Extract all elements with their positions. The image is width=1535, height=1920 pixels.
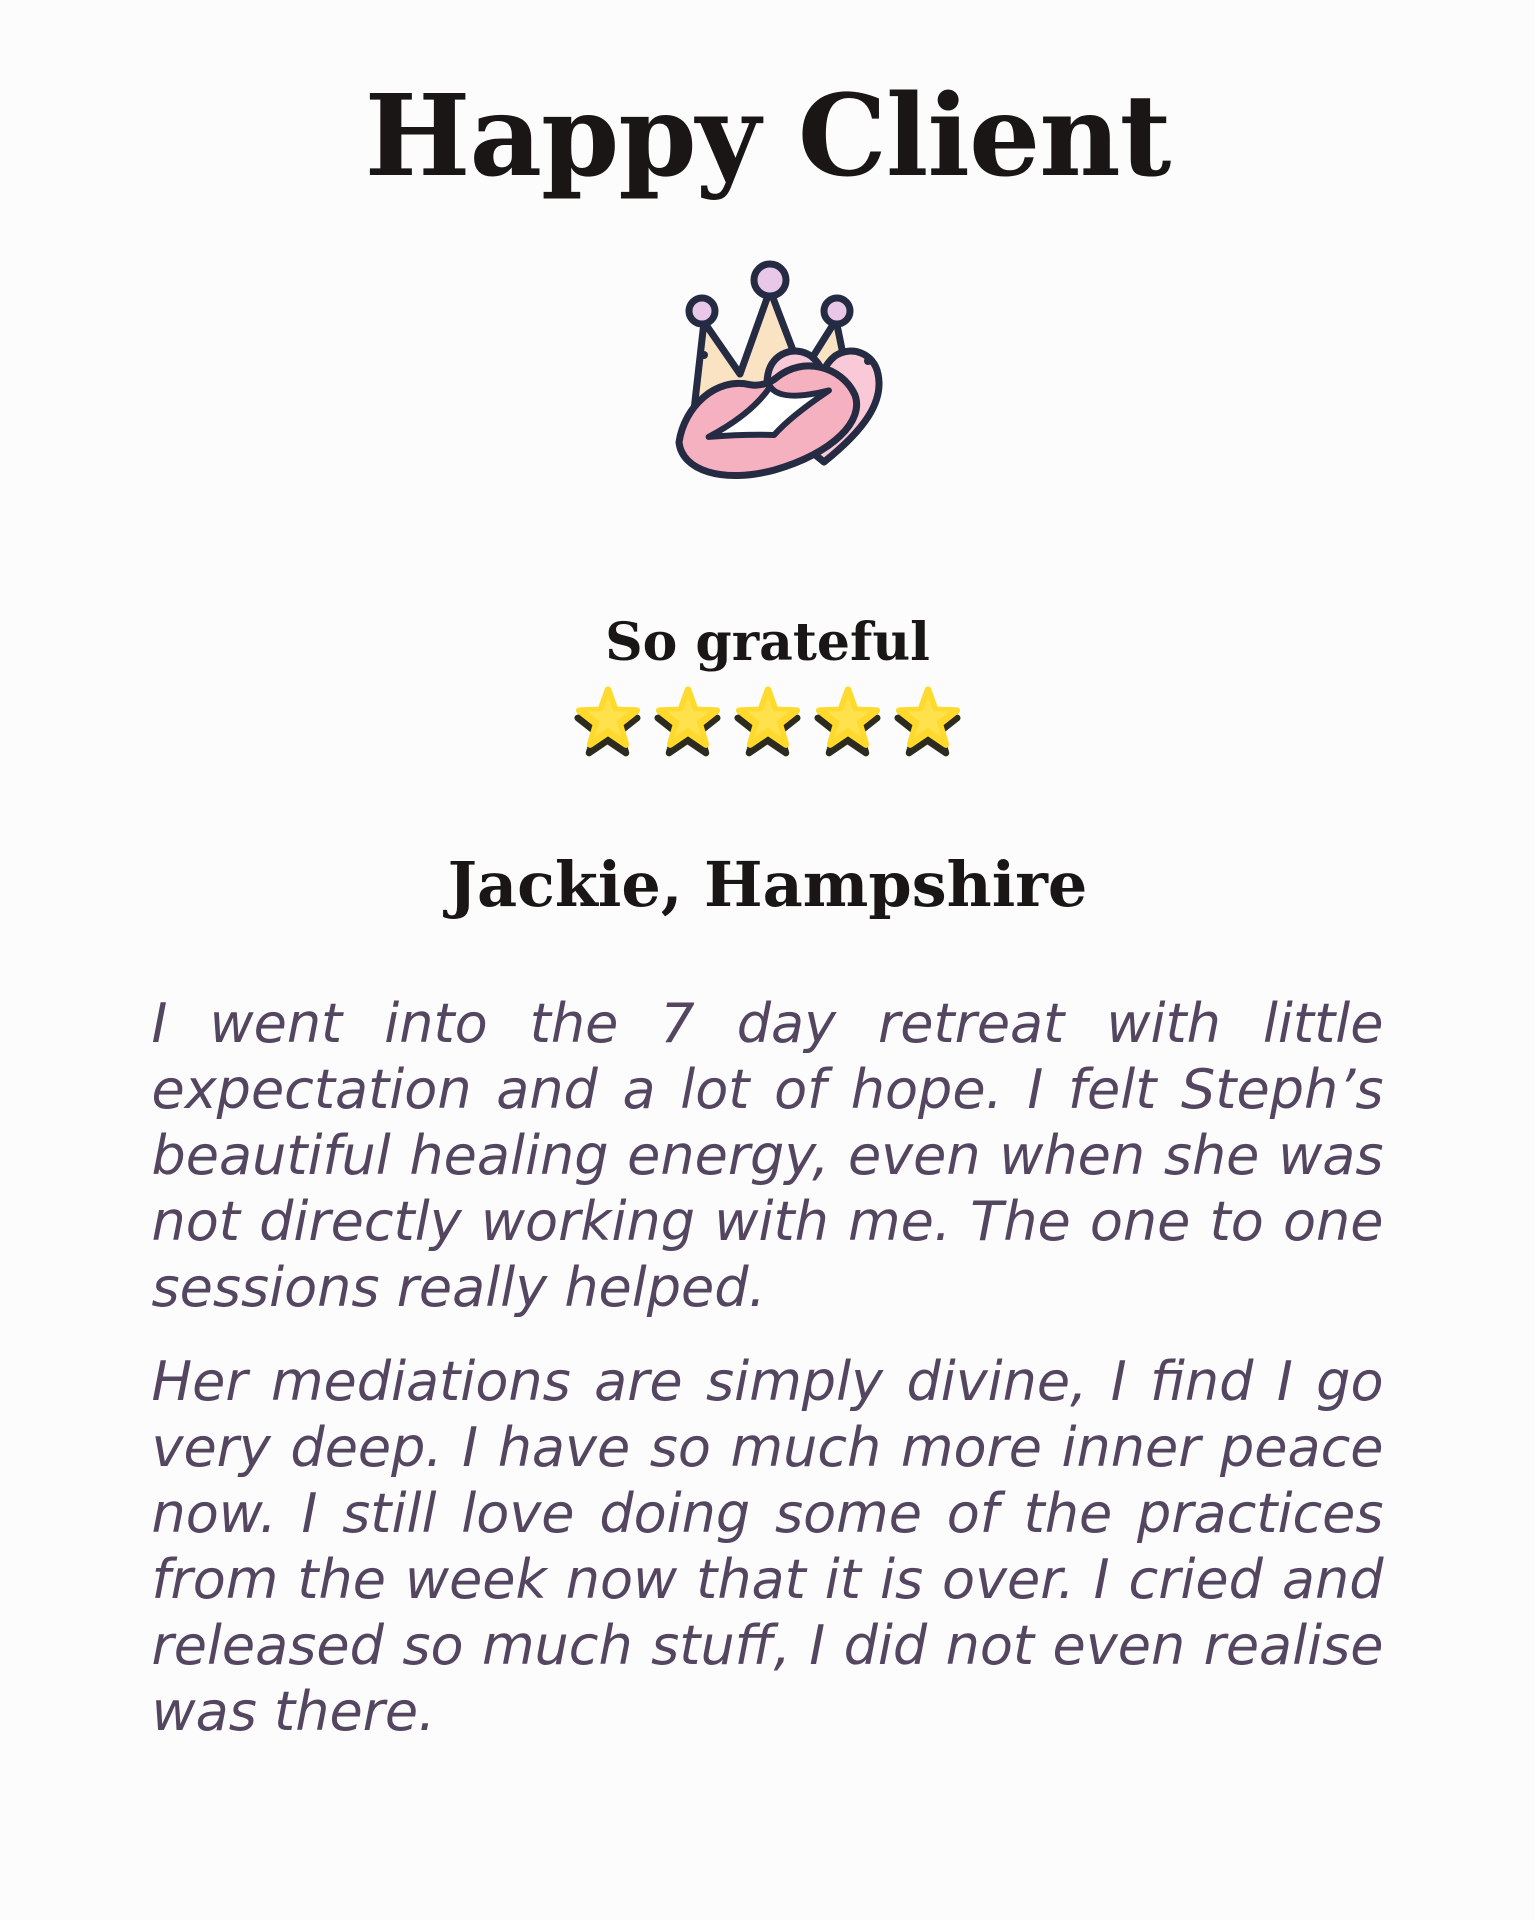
lips-heart-crown-icon [656, 258, 908, 486]
review-headline: So grateful [605, 611, 930, 673]
page-title: Happy Client [364, 71, 1171, 202]
star-icon [889, 681, 967, 759]
star-rating [0, 677, 1535, 763]
star-icon [809, 681, 887, 759]
testimonial-paragraph: Her mediations are simply divine, I find I go very deep. I have so much more inner peace now. I still love doing some of the practices from the week now that it is over. I cried and released so much stuff, I did not even realise was there. [151, 1349, 1384, 1743]
testimonial-body [152, 991, 1384, 1745]
star-icon [569, 681, 647, 759]
star-icon [649, 681, 727, 759]
illustration-wrap [0, 258, 1535, 486]
star-icon [729, 681, 807, 759]
reviewer-name: Jackie, Hampshire [447, 847, 1088, 921]
testimonial-paragraph: I went into the 7 day retreat with little expectation and a lot of hope. I felt Steph’s beautiful healing energy, even when she was not directly working with me. The one to one sessions really helped. [151, 991, 1384, 1319]
